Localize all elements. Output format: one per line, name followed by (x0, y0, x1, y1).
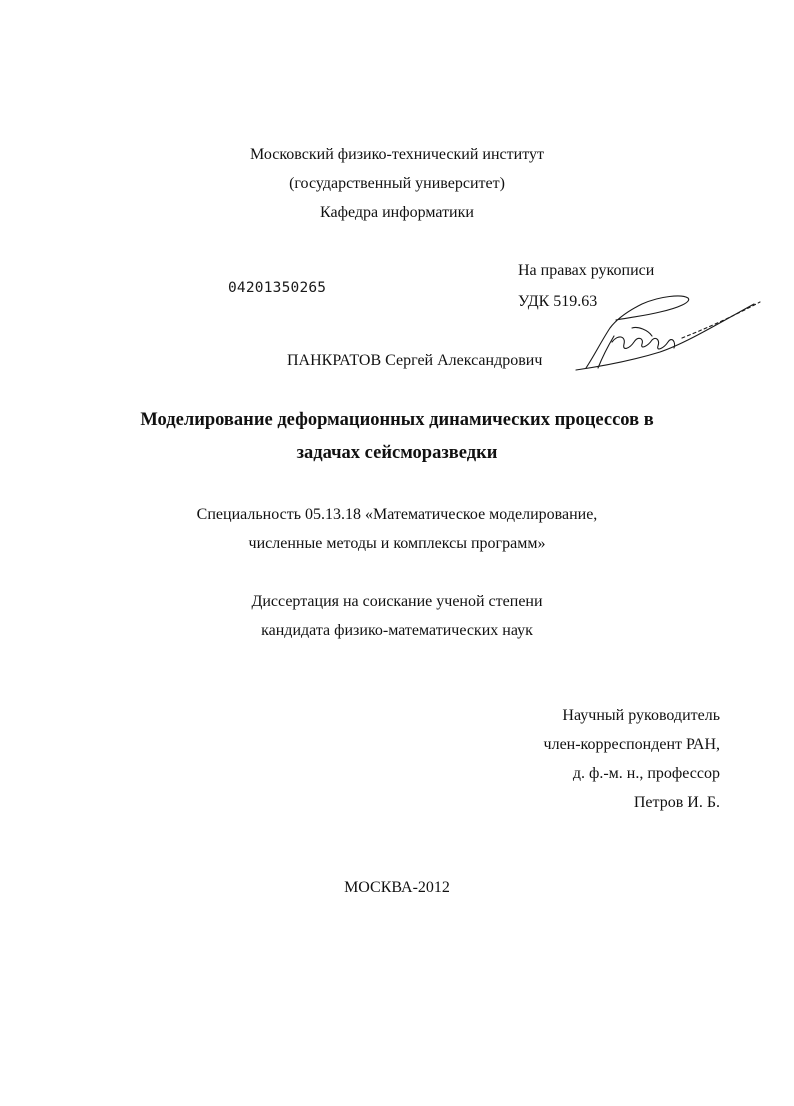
author-name: ПАНКРАТОВ Сергей Александрович (287, 352, 543, 369)
advisor-degree: д. ф.-м. н., профессор (572, 765, 720, 782)
degree-line-2: кандидата физико-математических наук (261, 622, 533, 639)
advisor-rank: член-корреспондент РАН, (543, 736, 720, 753)
department-name: Кафедра информатики (320, 204, 474, 221)
institute-name: Московский физико-технический институт (250, 146, 544, 163)
dissertation-title-line-2: задачах сейсморазведки (296, 443, 498, 463)
specialty-line-2: численные методы и комплексы программ» (248, 535, 546, 552)
manuscript-rights-label: На правах рукописи (518, 262, 655, 279)
udk-code: УДК 519.63 (518, 293, 598, 310)
city-year: МОСКВА-2012 (344, 879, 450, 896)
advisor-name: Петров И. Б. (633, 794, 720, 811)
university-status: (государственный университет) (289, 175, 505, 192)
degree-line-1: Диссертация на соискание ученой степени (251, 593, 543, 610)
dissertation-title-line-1: Моделирование деформационных динамических процессов в (140, 410, 654, 430)
advisor-role: Научный руководитель (562, 707, 720, 724)
author-signature (564, 286, 764, 382)
specialty-line-1: Специальность 05.13.18 «Математическое моделирование, (196, 506, 598, 523)
registration-number-stamp: 04201350265 (228, 280, 327, 296)
